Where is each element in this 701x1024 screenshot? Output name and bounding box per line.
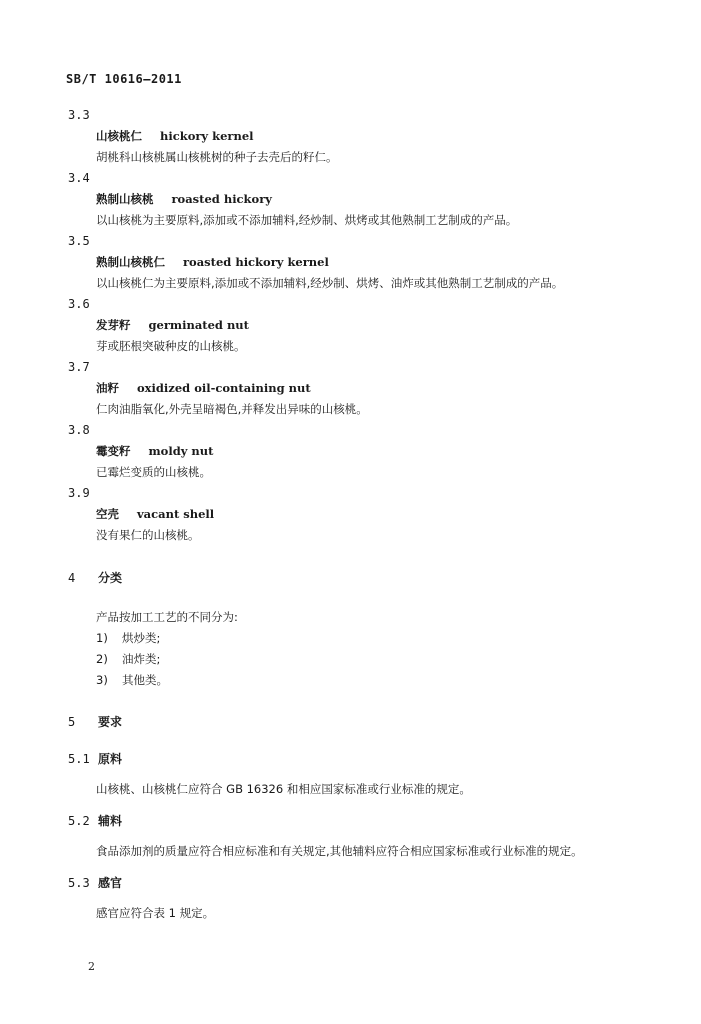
term-zh: 霉变籽 — [96, 444, 131, 458]
clause-number: 3.5 — [68, 234, 90, 248]
subsection-text: 食品添加剂的质量应符合相应标准和有关规定,其他辅料应符合相应国家标准或行业标准的规定。 — [96, 844, 583, 858]
term-zh: 熟制山核桃仁 — [96, 255, 165, 269]
clause-number: 3.8 — [68, 423, 90, 437]
subsection-heading — [68, 812, 122, 829]
subsection-heading — [68, 874, 122, 891]
term-definition: 已霉烂变质的山核桃。 — [96, 465, 211, 479]
list-item-number: 1) — [96, 631, 108, 645]
list-item-number: 3) — [96, 673, 108, 687]
term-en: germinated nut — [148, 318, 249, 332]
term-zh: 山核桃仁 — [96, 129, 142, 143]
section-number: 4 — [68, 571, 76, 585]
term-definition: 以山核桃为主要原料,添加或不添加辅料,经炒制、烘烤或其他熟制工艺制成的产品。 — [96, 213, 518, 227]
term-definition: 仁肉油脂氧化,外壳呈暗褐色,并释发出异味的山核桃。 — [96, 402, 368, 416]
term-en: roasted hickory kernel — [183, 255, 329, 269]
section-title: 分类 — [98, 571, 123, 585]
list-item — [96, 672, 168, 688]
term-en: oxidized oil-containing nut — [137, 381, 311, 395]
term-heading — [96, 506, 214, 522]
section-number: 5 — [68, 715, 76, 729]
list-item-text: 油炸类; — [122, 652, 161, 666]
standard-code-header: SB/T 10616—2011 — [66, 72, 182, 86]
term-zh: 油籽 — [96, 381, 119, 395]
term-zh: 发芽籽 — [96, 318, 131, 332]
subsection-number: 5.1 — [68, 752, 90, 766]
term-definition: 以山核桃仁为主要原料,添加或不添加辅料,经炒制、烘烤、油炸或其他熟制工艺制成的产品。 — [96, 276, 564, 290]
page-number: 2 — [88, 960, 95, 973]
term-definition: 没有果仁的山核桃。 — [96, 528, 200, 542]
list-item — [96, 630, 160, 646]
term-heading — [96, 380, 311, 396]
subsection-title: 原料 — [98, 752, 123, 766]
section-heading — [68, 569, 122, 586]
term-heading — [96, 317, 249, 333]
term-definition: 芽或胚根突破种皮的山核桃。 — [96, 339, 246, 353]
subsection-number: 5.2 — [68, 814, 90, 828]
clause-number: 3.3 — [68, 108, 90, 122]
subsection-text: 感官应符合表 1 规定。 — [96, 906, 215, 920]
list-item-text: 其他类。 — [122, 673, 168, 687]
list-item — [96, 651, 160, 667]
term-zh: 空壳 — [96, 507, 119, 521]
term-en: hickory kernel — [160, 129, 254, 143]
section-heading — [68, 713, 122, 730]
clause-number: 3.6 — [68, 297, 90, 311]
subsection-heading — [68, 750, 122, 767]
section-title: 要求 — [98, 715, 123, 729]
subsection-title: 感官 — [98, 876, 123, 890]
term-heading — [96, 128, 254, 144]
list-item-number: 2) — [96, 652, 108, 666]
term-en: moldy nut — [148, 444, 214, 458]
subsection-text: 山核桃、山核桃仁应符合 GB 16326 和相应国家标准或行业标准的规定。 — [96, 782, 471, 796]
term-en: roasted hickory — [171, 192, 272, 206]
subsection-number: 5.3 — [68, 876, 90, 890]
term-heading — [96, 191, 272, 207]
section-intro: 产品按加工工艺的不同分为: — [96, 610, 238, 624]
term-heading — [96, 443, 213, 459]
term-zh: 熟制山核桃 — [96, 192, 154, 206]
term-en: vacant shell — [137, 507, 215, 521]
term-heading — [96, 254, 329, 270]
subsection-title: 辅料 — [98, 814, 123, 828]
list-item-text: 烘炒类; — [122, 631, 161, 645]
clause-number: 3.7 — [68, 360, 90, 374]
clause-number: 3.9 — [68, 486, 90, 500]
clause-number: 3.4 — [68, 171, 90, 185]
term-definition: 胡桃科山核桃属山核桃树的种子去壳后的籽仁。 — [96, 150, 338, 164]
